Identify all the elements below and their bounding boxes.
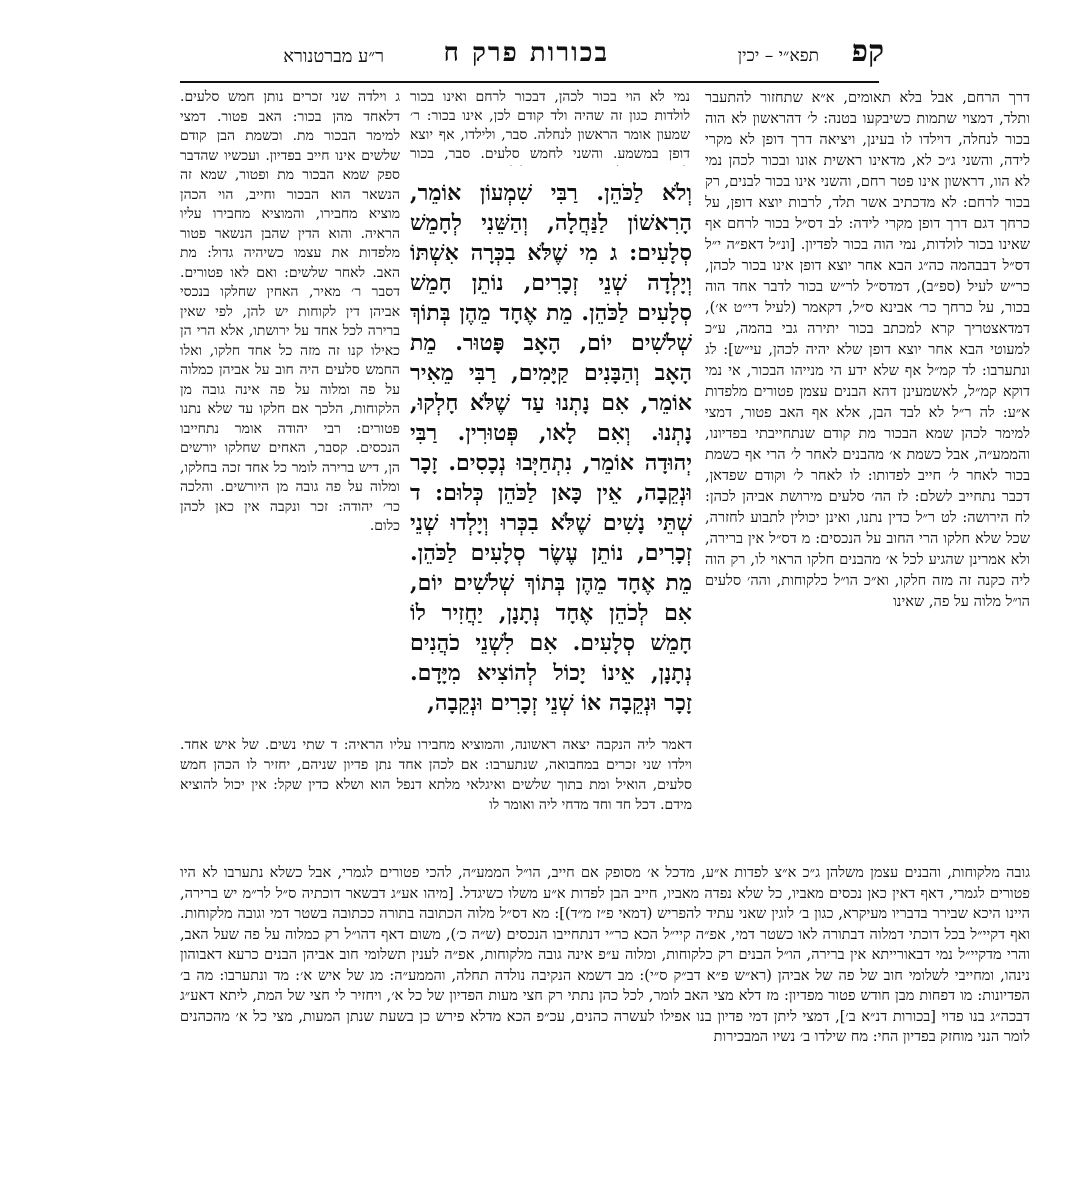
- bartenura-left-column: ג וילדה שני זכרים נותן חמש סלעים. דלאחד מהן בכור: האב פטור. דמצי למימר הבכור מת. וכשמת הבן קודם שלשים אינו חייב בפדיון. ועכשיו שהדבר ספק שמא הבכור מת ופטור, שמא זה הנשאר הוא הבכור וחייב, הוי הכהן מוציא מחבירו, והמוציא מחבירו עליו הראיה. והוא הדין שהבן הנשאר פטור מלפדות את עצמו כשיהיה גדול: מת האב. לאחר שלשים: ואם לאו פטורים. דסבר ר׳ מאיר, האחין שחלקו בנכסי אביהן דין לקוחות יש להן, לפי שאין ברירה לכל אחד על ירושתו, אלא הרי הן כאילו קנו זה מזה כל אחד חלקו, ואלו החמש סלעים היה חוב על אביהן כמלוה על פה ומלוה על פה אינה גובה מן הלקוחות, הלכך אם חלקו עד שלא נתנו פטורים: רבי יהודה אומר נתחייבו הנכסים. קסבר, האחים שחלקו יורשים הן, דיש ברירה לומר כל אחד זכה בחלקו, ומלוה על פה גובה מן היורשים. והלכה כר׳ יהודה: זכר ונקבה אין כאן לכהן כלום.: [180, 89, 400, 534]
- page-hint: תפא״י – יכין: [737, 46, 819, 66]
- tiferet-yisrael-bottom: גובה מלקוחות, והבנים עצמן משלהן ג״כ א״צ לפדות א״ע, מדכל א׳ מסופק אם חייב, הו״ל הממע״ה, להכי פטורים לגמרי, אבל כשלא נתערבו לא היו פטורים לגמרי, דאף דאין כאן נכסים מאביו, כל שלא נפדה מאביו, חייב הבן לפדות א״ע משלו כשיגדל. [מיהו אע״ג דבשאר דוכתיה ס״ל לר״מ יש ברירה, היינו היכא שבירר בדבריו מעיקרא, כגון ב׳ לוגין שאני עתיד להפריש (דמאי פ״ז מ״ד)]: מא דס״ל מלוה הכתובה בתורה ככתובה בשטר דמי וגובה מלקוחות. ואף דקיי״ל בכל דוכתי דמלוה דבתורה לאו כשטר דמי, אפ״ה קיי״ל הכא כר״י דנתחייבו הנכסים (ש״ה כ׳), משום דאף דהו״ל רק כמלוה על פה שעל האב, והרי מדקיי״ל נמי דבאורייתא אין ברירה, הו״ל הבנים רק כלקוחות, ומלוה ע״פ אינה גובה מלקוחות, אפ״ה לענין תשלומי חוב אביהן הבנים כרעא דאבוהון נינהו, ומחייבי לשלומי חוב של פה של אביהן (רא״ש פ״א דב״ק ס״י): מב דשמא הנקיבה נולדה תחלה, והממע״ה: מג של איש א׳: מד ונתערבו: מה ב׳ הפדיונות: מו דפחות מבן חודש פטור מפדיון: מז דלא מצי האב לומר, לכל כהן נתתי רק חצי מעות הפדיון של כל א׳, ויחזיר לי חצי של המת, ליתא דאע״ג דבכה״ג בנו פדוי [בכורות דנ״א ב׳], דמצי ליתן דמי פדיון בנו אפילו לעשרה כהנים, עכ״פ הכא מדלא פירש כן בשעת שנתן המעות, מצי כל א׳ מהכהנים לומר הנני מוחזק בפדיון החי: מח שילדו ב׳ נשיו המבכירות: [180, 865, 1030, 1045]
- tiferet-yisrael-column: דרך הרחם, אבל בלא תאומים, א״א שתחזור להתעבר ותלד, דמצוי שתמות כשיבקעו בטנה: ל׳ דהראשון לא הוה בכור לנחלה, דוילדו לו בעינן, ויציאה דרך דופן לא מקרי לידה, והשני ג״כ לא, מדאינו ראשית אונו ובכור לכהן נמי לא הוו, דראשון אינו פטר רחם, והשני אינו בכור לבנים, רק בכור לרחם: לא מדכתיב אשר תלד, לרבות יוצא דופן, על כרחך דגם דרך דופן מקרי לידה: לב דס״ל בכור לרחם אף שאינו בכור לולדות, נמי הוה בכור לפדיון. [ונ״ל דאפ״ה י״ל דס״ל דבבהמה כה״ג הבא אחר יוצא דופן אינו בכור לכהן, כר״ש לעיל (ספ״ב), דמדס״ל לר״ש בכור לדבר אחד הוה בכור, על כרחך כר׳ אבינא ס״ל, דקאמר (לעיל די״ט א׳), דמדאצטריך קרא למכתב בכור יתירה גבי בהמה, ע״כ למעוטי הבא אחר יוצא דופן שלא יהיה לכהן, עי״ש]: לג ונתערבו: לד קמ״ל אף שלא ידע הי מנייהו הבכור, אי נמי דוקא קמ״ל, לאשמעינן דהא הבנים עצמן פטורים מלפדות א״ע: לה ר״ל לא לבד הבן, אלא אף האב פטור, דמצי למימר לכהן שמא הבכור מת קודם שנתחייבתי בפדיונו, והממע״ה, אבל כשמת א׳ מהבנים לאחר ל׳ הרי אף כשמת בכור לאחר ל׳ חייב לפדותו: לו לאחר ל׳ וקודם שפדאן, דכבר נתחייב לשלם: לז הה׳ סלעים מירושת אביהן לכהן: לח הירושה: לט ר״ל כדין נתנו, ואינן יכולין לתבוע לחזרה, שכל שלא חלקו הרי החוב על הנכסים: מ דס״ל אין ברירה, ולא אמרינן שהגיע לכל א׳ מהבנים חלקו הראוי לו, רק הוה ליה כקנה זה מזה חלקו, וא״כ הו״ל כלקוחות, והה׳ סלעים הו״ל מלוה על פה, שאינו: [705, 90, 1030, 610]
- header-divider: [180, 81, 879, 83]
- bartenura-continuation: דאמר ליה הנקבה יצאה ראשונה, והמוציא מחבירו עליו הראיה: ד שתי נשים. של איש אחד. וילדו שני זכרים במחבואה, שנתערבו: אם לכהן אחד נתן פדיון שניהם, יחזיר לו הכהן חמש סלעים, הואיל ומת בתוך שלשים ואיגלאי מלתא דנפל הוא ושלא כדין שקל: אין יכול להוציא מידם. דכל חד וחד מדחי ליה ואומר לו: [180, 737, 692, 813]
- bartenura-top-column: נמי לא הוי בכור לכהן, דבכור לרחם ואינו בכור לולדות כגון זה שהיה ולד קודם לכן, אינו בכור: ר׳ שמעון אומר הראשון לנחלה. סבר, ולילדו, אף יוצא דופן במשמע. והשני לחמש סלעים. סבר, בכור: [410, 89, 690, 162]
- commentary-title: ר״ע מברטנורא: [283, 46, 384, 67]
- mishna-text: וְלֹא לַכֹּהֵן. רַבִּי שִׁמְעוֹן אוֹמֵר, הָרִאשׁוֹן לַנַּחֲלָה, וְהַשֵּׁנִי לְחָמֵשׁ סְלָעִים: ג מִי שֶׁלֹּא בִכְּרָה אִשְׁתּוֹ וְיָלְדָה שְׁנֵי זְכָרִים, נוֹתֵן חָמֵשׁ סְלָעִים לַכֹּהֵן. מֵת אֶחָד מֵהֶן בְּתוֹךְ שְׁלֹשִׁים יוֹם, הָאָב פָּטוּר. מֵת הָאָב וְהַבָּנִים קַיָּמִים, רַבִּי מֵאִיר אוֹמֵר, אִם נָתְנוּ עַד שֶׁלֹּא חָלְקוּ, נָתְנוּ. וְאִם לָאו, פְּטוּרִין. רַבִּי יְהוּדָה אוֹמֵר, נִתְחַיְּבוּ נְכָסִים. זָכָר וּנְקֵבָה, אֵין כָּאן לַכֹּהֵן כְּלוּם: ד שְׁתֵּי נָשִׁים שֶׁלֹּא בִכְּרוּ וְיָלְדוּ שְׁנֵי זְכָרִים, נוֹתֵן עֶשֶׂר סְלָעִים לַכֹּהֵן. מֵת אֶחָד מֵהֶן בְּתוֹךְ שְׁלֹשִׁים יוֹם, אִם לְכֹהֵן אֶחָד נְתָנָן, יַחֲזִיר לוֹ חָמֵשׁ סְלָעִים. אִם לִשְׁנֵי כֹהֲנִים נְתָנָן, אֵינוֹ יָכוֹל לְהוֹצִיא מִיָּדָם. זָכָר וּנְקֵבָה אוֹ שְׁנֵי זְכָרִים וּנְקֵבָה,: [410, 180, 692, 716]
- chapter-title: בכורות פרק ח: [443, 38, 609, 68]
- page-number: קפ: [851, 34, 884, 69]
